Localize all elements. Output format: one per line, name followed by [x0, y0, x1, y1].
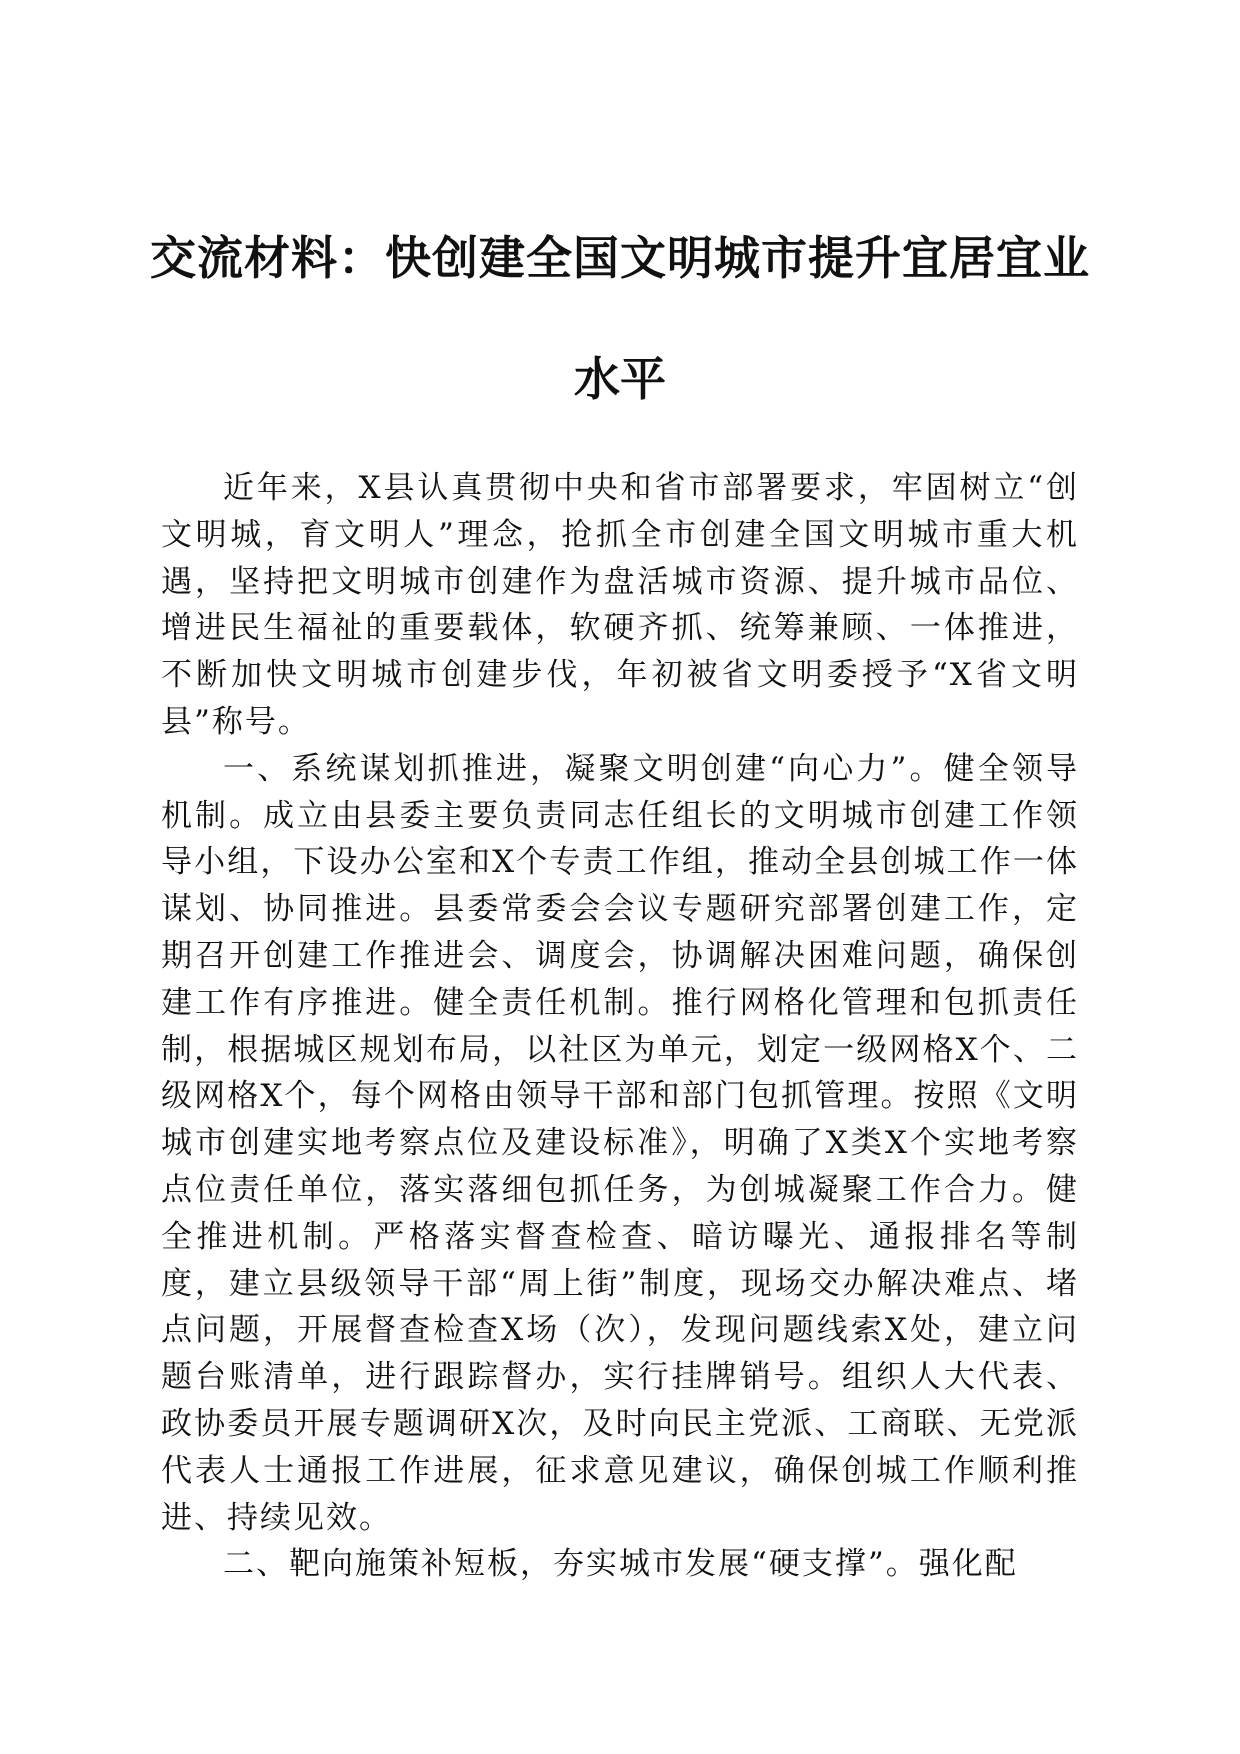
document-body — [161, 465, 1079, 1588]
document-title-line-2: 水平 — [574, 352, 666, 406]
paragraph-section-2: 二、靶向施策补短板，夯实城市发展“硬支撑”。强化配 — [223, 1546, 1018, 1583]
paragraph-section-1: 一、系统谋划抓推进，凝聚文明创建“向心力”。健全领导机制。成立由县委主要负责同志任组长的文明城市创建工作领导小组，下设办公室和X个专责工作组，推动全县创城工作一体谋划、协同推进。县委常委会会议专题研究部署创建工作，定期召开创建工作推进会、调度会，协调解决困难问题，确保创建工作有序推进。健全责任机制。推行网格化管理和包抓责任制，根据城区规划布局，以社区为单元，划定一级网格X个、二级网格X个，每个网格由领导干部和部门包抓管理。按照《文明城市创建实地考察点位及建设标准》，明确了X类X个实地考察点位责任单位，落实落细包抓任务，为创城凝聚工作合力。健全推进机制。严格落实督查检查、暗访曝光、通报排名等制度，建立县级领导干部“周上街”制度，现场交办解决难点、堵点问题，开展督查检查X场（次），发现问题线索X处，建立问题台账清单，进行跟踪督办，实行挂牌销号。组织人大代表、政协委员开展专题调研X次，及时向民主党派、工商联、无党派代表人士通报工作进展，征求意见建议，确保创城工作顺利推进、持续见效。 — [161, 750, 1079, 1536]
document-title-line-1: 交流材料：快创建全国文明城市提升宜居宜业 — [150, 231, 1090, 285]
paragraph-intro: 近年来，X县认真贯彻中央和省市部署要求，牢固树立“创文明城，育文明人”理念，抢抓全市创建全国文明城市重大机遇，坚持把文明城市创建作为盘活城市资源、提升城市品位、增进民生福祉的重要载体，软硬齐抓、统筹兼顾、一体推进，不断加快文明城市创建步伐，年初被省文明委授予“X省文明县”称号。 — [161, 470, 1079, 740]
